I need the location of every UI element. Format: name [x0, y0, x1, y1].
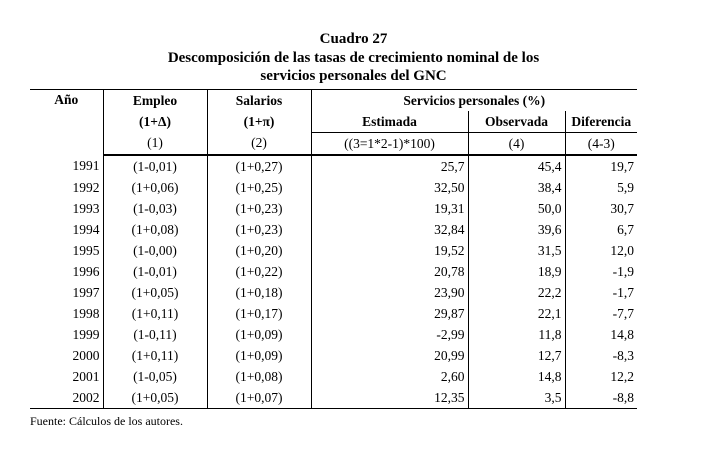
cell-year: 2000 — [30, 345, 103, 366]
cell-salarios: (1+0,27) — [207, 155, 311, 177]
table-row — [30, 282, 637, 303]
cell-estimada: 20,99 — [311, 345, 468, 366]
cell-observada: 11,8 — [468, 324, 565, 345]
cell-estimada: 19,31 — [311, 198, 468, 219]
header-observada-num: (4) — [468, 133, 565, 156]
table-row — [30, 155, 637, 177]
cell-empleo: (1+0,08) — [103, 219, 207, 240]
cell-empleo: (1+0,06) — [103, 177, 207, 198]
cell-salarios: (1+0,08) — [207, 366, 311, 387]
source-note: Fuente: Cálculos de los autores. — [30, 414, 183, 428]
header-salarios: Salarios — [207, 90, 311, 112]
cell-diferencia: 12,0 — [610, 242, 634, 258]
header-estimada-num: ((3=1*2-1)*100) — [311, 133, 468, 156]
cell-salarios: (1+0,18) — [207, 282, 311, 303]
cell-salarios: (1+0,09) — [207, 324, 311, 345]
cell-year: 1993 — [30, 198, 103, 219]
cell-diferencia: 14,8 — [610, 326, 634, 342]
cell-observada: 39,6 — [468, 219, 565, 240]
cell-salarios: (1+0,23) — [207, 219, 311, 240]
table-row — [30, 198, 637, 219]
cell-empleo: (1-0,01) — [103, 155, 207, 177]
header-diferencia-num: (4-3) — [565, 133, 637, 156]
cell-empleo: (1+0,11) — [103, 303, 207, 324]
cell-diferencia: 6,7 — [617, 221, 634, 237]
cell-observada: 22,2 — [468, 282, 565, 303]
cell-observada: 31,5 — [468, 240, 565, 261]
cell-salarios: (1+0,25) — [207, 177, 311, 198]
cell-estimada: 19,52 — [311, 240, 468, 261]
cell-observada: 22,1 — [468, 303, 565, 324]
cell-salarios: (1+0,20) — [207, 240, 311, 261]
cell-observada: 14,8 — [468, 366, 565, 387]
header-estimada: Estimada — [311, 111, 468, 133]
cell-diferencia: 19,7 — [610, 158, 634, 174]
cell-salarios: (1+0,07) — [207, 387, 311, 409]
cell-estimada: 25,7 — [311, 155, 468, 177]
table-number: Cuadro 27 — [319, 31, 388, 47]
cell-year: 1999 — [30, 324, 103, 345]
cell-observada: 3,5 — [468, 387, 565, 409]
cell-year: 1994 — [30, 219, 103, 240]
cell-diferencia: -8,3 — [612, 347, 634, 363]
cell-empleo: (1+0,05) — [103, 387, 207, 409]
header-salarios-num: (2) — [207, 133, 311, 156]
cell-year: 1991 — [30, 155, 103, 177]
cell-year: 2001 — [30, 366, 103, 387]
cell-estimada: 23,90 — [311, 282, 468, 303]
cell-empleo: (1-0,11) — [103, 324, 207, 345]
cell-diferencia: 5,9 — [617, 179, 634, 195]
cell-estimada: 12,35 — [311, 387, 468, 409]
cell-observada: 18,9 — [468, 261, 565, 282]
cell-empleo: (1-0,05) — [103, 366, 207, 387]
cell-diferencia: -1,7 — [612, 284, 634, 300]
cell-diferencia: -1,9 — [612, 263, 634, 279]
cell-empleo: (1+0,11) — [103, 345, 207, 366]
cell-salarios: (1+0,22) — [207, 261, 311, 282]
cell-year: 1997 — [30, 282, 103, 303]
table-title-line-1: Descomposición de las tasas de crecimiento nominal de los — [167, 50, 540, 66]
cell-year: 1996 — [30, 261, 103, 282]
cell-year: 1995 — [30, 240, 103, 261]
cell-estimada: 20,78 — [311, 261, 468, 282]
table-row — [30, 303, 637, 324]
table-row — [30, 177, 637, 198]
cell-observada: 38,4 — [468, 177, 565, 198]
table-row — [30, 387, 637, 409]
header-observada: Observada — [468, 111, 565, 133]
cell-empleo: (1+0,05) — [103, 282, 207, 303]
cell-estimada: 32,50 — [311, 177, 468, 198]
table-row — [30, 219, 637, 240]
cell-salarios: (1+0,09) — [207, 345, 311, 366]
table-row — [30, 324, 637, 345]
header-year: Año — [30, 90, 103, 156]
cell-salarios: (1+0,23) — [207, 198, 311, 219]
cell-year: 1992 — [30, 177, 103, 198]
header-salarios-sub: (1+π) — [207, 111, 311, 133]
table-row — [30, 240, 637, 261]
cell-year: 1998 — [30, 303, 103, 324]
table-title-line-2: servicios personales del GNC — [260, 68, 447, 84]
cell-diferencia: 12,2 — [610, 368, 634, 384]
cell-observada: 12,7 — [468, 345, 565, 366]
cell-observada: 50,0 — [468, 198, 565, 219]
header-diferencia: Diferencia — [565, 111, 637, 133]
cell-estimada: 2,60 — [311, 366, 468, 387]
cell-diferencia: -8,8 — [565, 387, 637, 409]
cell-estimada: 32,84 — [311, 219, 468, 240]
cell-empleo: (1-0,00) — [103, 240, 207, 261]
cell-empleo: (1-0,01) — [103, 261, 207, 282]
cell-diferencia: 30,7 — [610, 200, 634, 216]
table-row — [30, 366, 637, 387]
cell-observada: 45,4 — [468, 155, 565, 177]
data-table — [30, 89, 637, 409]
cell-estimada: -2,99 — [311, 324, 468, 345]
cell-estimada: 29,87 — [311, 303, 468, 324]
cell-empleo: (1-0,03) — [103, 198, 207, 219]
cell-salarios: (1+0,17) — [207, 303, 311, 324]
table-row — [30, 261, 637, 282]
header-empleo: Empleo — [103, 90, 207, 112]
header-servicios: Servicios personales (%) — [311, 90, 637, 112]
header-empleo-sub: (1+Δ) — [103, 111, 207, 133]
header-empleo-num: (1) — [103, 133, 207, 156]
cell-diferencia: -7,7 — [612, 305, 634, 321]
table-row — [30, 345, 637, 366]
cell-year: 2002 — [30, 387, 103, 409]
